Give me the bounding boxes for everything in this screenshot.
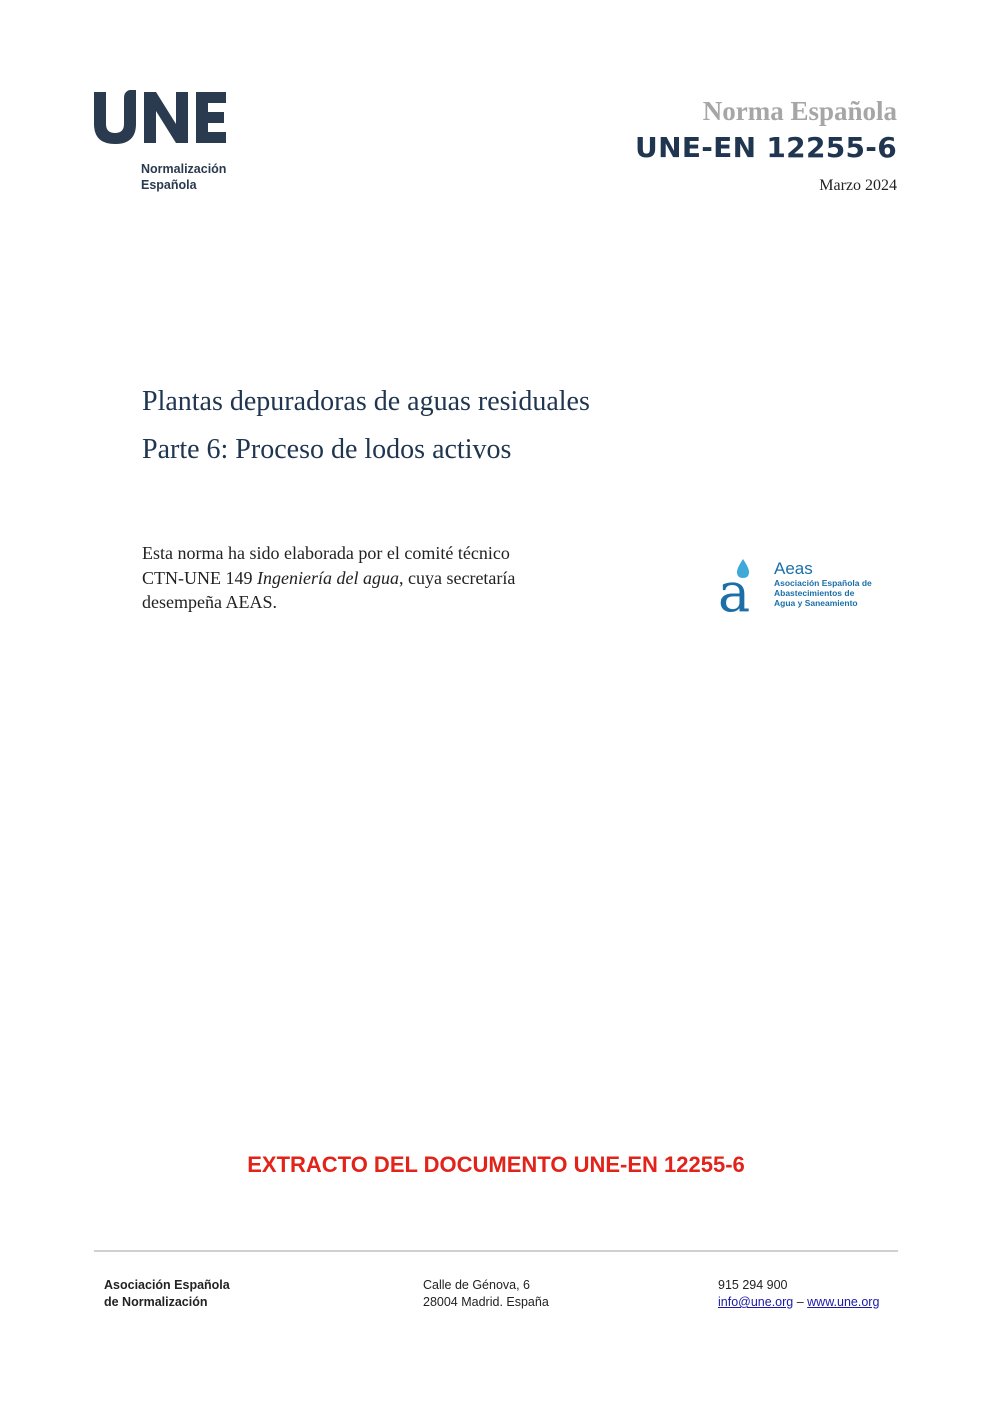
aeas-logo bbox=[718, 556, 878, 616]
standard-type: Norma Española bbox=[702, 96, 897, 126]
committee-line2 bbox=[142, 566, 662, 591]
footer-website-link[interactable]: www.une.org bbox=[807, 1295, 880, 1309]
footer-org-line1: Asociación Española bbox=[104, 1278, 230, 1292]
aeas-letter-a: a bbox=[718, 561, 751, 616]
footer-email-link[interactable]: info@une.org bbox=[718, 1295, 794, 1309]
document-title: Plantas depuradoras de aguas residuales bbox=[142, 386, 590, 417]
footer-address-line2: 28004 Madrid. España bbox=[423, 1295, 549, 1309]
committee-line2-suffix: , cuya secretaría bbox=[398, 567, 516, 588]
document-subtitle: Parte 6: Proceso de lodos activos bbox=[142, 434, 512, 465]
committee-line3: desempeña AEAS. bbox=[142, 592, 277, 612]
committee-code: CTN-UNE 149 bbox=[142, 567, 257, 588]
footer-phone: 915 294 900 bbox=[718, 1278, 788, 1292]
logo-subtitle-line1: Normalización bbox=[141, 162, 227, 176]
footer-org-line2: de Normalización bbox=[104, 1295, 208, 1309]
footer-address-line1: Calle de Génova, 6 bbox=[423, 1278, 531, 1292]
une-logo-e bbox=[196, 92, 226, 143]
committee-statement bbox=[142, 541, 662, 615]
footer-link-separator: – bbox=[793, 1295, 808, 1309]
footer-links bbox=[718, 1294, 879, 1311]
logo-subtitle-line2: Española bbox=[141, 178, 197, 192]
extract-notice: EXTRACTO DEL DOCUMENTO UNE-EN 12255-6 bbox=[247, 1152, 745, 1177]
une-logo-u bbox=[94, 90, 136, 144]
publication-date: Marzo 2024 bbox=[819, 177, 897, 194]
aeas-line1: Asociación Española de bbox=[774, 578, 872, 588]
footer-organization bbox=[104, 1277, 230, 1311]
standard-code: UNE-EN 12255-6 bbox=[635, 131, 897, 164]
footer-contact bbox=[718, 1277, 879, 1311]
aeas-name: Aeas bbox=[774, 559, 813, 578]
une-logo-n bbox=[144, 92, 188, 143]
aeas-line3: Agua y Saneamiento bbox=[774, 598, 858, 608]
aeas-line2: Abastecimientos de bbox=[774, 588, 855, 598]
committee-line1: Esta norma ha sido elaborada por el comité técnico bbox=[142, 543, 510, 563]
committee-name: Ingeniería del agua bbox=[257, 567, 399, 588]
footer-address bbox=[423, 1277, 549, 1311]
footer-divider bbox=[94, 1250, 898, 1252]
